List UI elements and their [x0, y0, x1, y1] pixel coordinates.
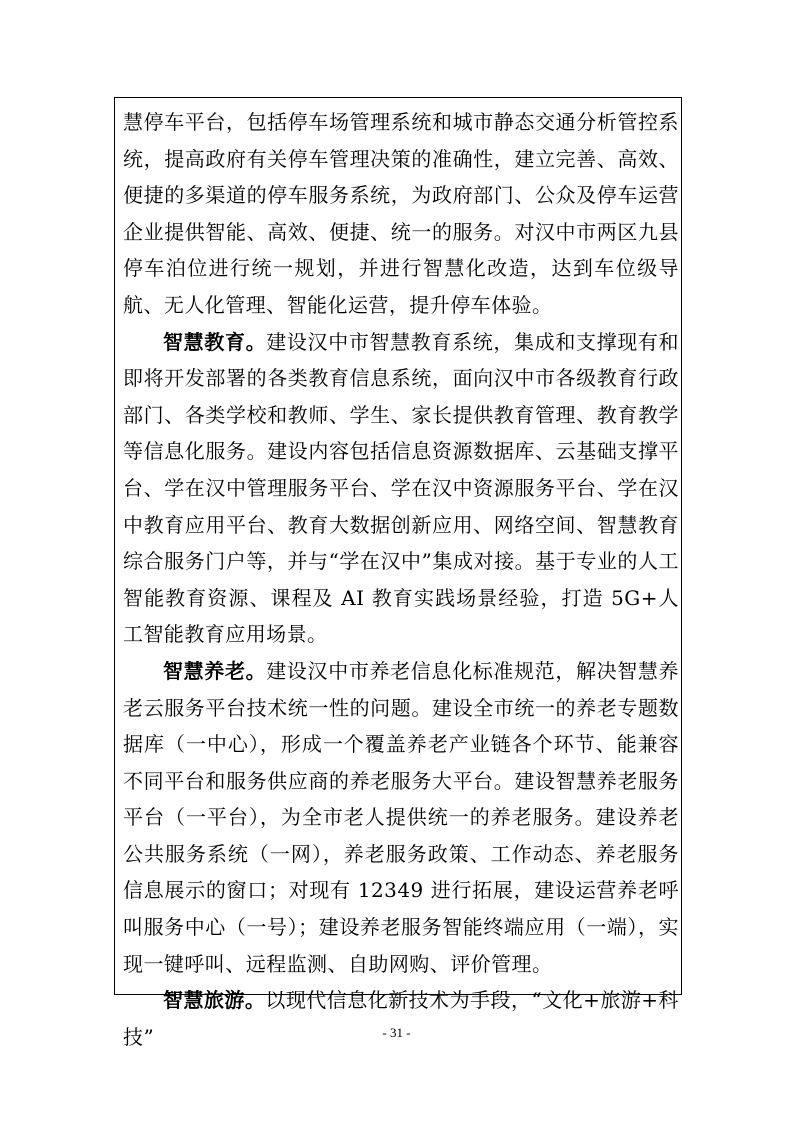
- paragraph-body: 建设汉中市养老信息化标准规范，解决智慧养老云服务平台技术统一性的问题。建设全市统一的养老专题数据库（一中心），形成一个覆盖养老产业链各个环节、能兼容不同平台和服务供应商的养老服务大平台。建设智慧养老服务平台（一平台），为全市老人提供统一的养老服务。建设养老公共服务系统（一网），养老服务政策、工作动态、养老服务信息展示的窗口；对现有 12349 进行拓展，建设运营养老呼叫服务中心（一号）；建设养老服务智能终端应用（一端），实现一键呼叫、远程监测、自助网购、评价管理。: [123, 658, 680, 976]
- paragraph-body: 慧停车平台，包括停车场管理系统和城市静态交通分析管控系统，提高政府有关停车管理决策的准确性，建立完善、高效、便捷的多渠道的停车服务系统，为政府部门、公众及停车运营企业提供智能、高效、便捷、统一的服务。对汉中市两区九县停车泊位进行统一规划，并进行智慧化改造，达到车位级导航、无人化管理、智能化运营，提升停车体验。: [123, 110, 679, 317]
- paragraph-lead-heading: 智慧旅游。: [163, 988, 266, 1013]
- paragraph-smart-education: [123, 324, 679, 653]
- paragraph-lead-heading: 智慧养老。: [163, 658, 267, 683]
- paragraph-lead-heading: 智慧教育。: [163, 329, 267, 354]
- paragraph-smart-tourism: [123, 982, 679, 1055]
- document-body: [123, 104, 679, 1055]
- paragraph-body: 以现代信息化新技术为手段，“文化+旅游+科技”: [123, 988, 679, 1049]
- paragraph-smart-parking-continued: [123, 104, 679, 324]
- page-number: - 31 -: [382, 1025, 411, 1040]
- paragraph-body: 建设汉中市智慧教育系统，集成和支撑现有和即将开发部署的各类教育信息系统，面向汉中市各级教育行政部门、各类学校和教师、学生、家长提供教育管理、教育教学等信息化服务。建设内容包括信息资源数据库、云基础支撑平台、学在汉中管理服务平台、学在汉中资源服务平台、学在汉中教育应用平台、教育大数据创新应用、网络空间、智慧教育综合服务门户等，并与“学在汉中”集成对接。基于专业的人工智能教育资源、课程及 AI 教育实践场景经验，打造 5G+人工智能教育应用场景。: [123, 329, 680, 647]
- paragraph-smart-elderly-care: [123, 653, 679, 982]
